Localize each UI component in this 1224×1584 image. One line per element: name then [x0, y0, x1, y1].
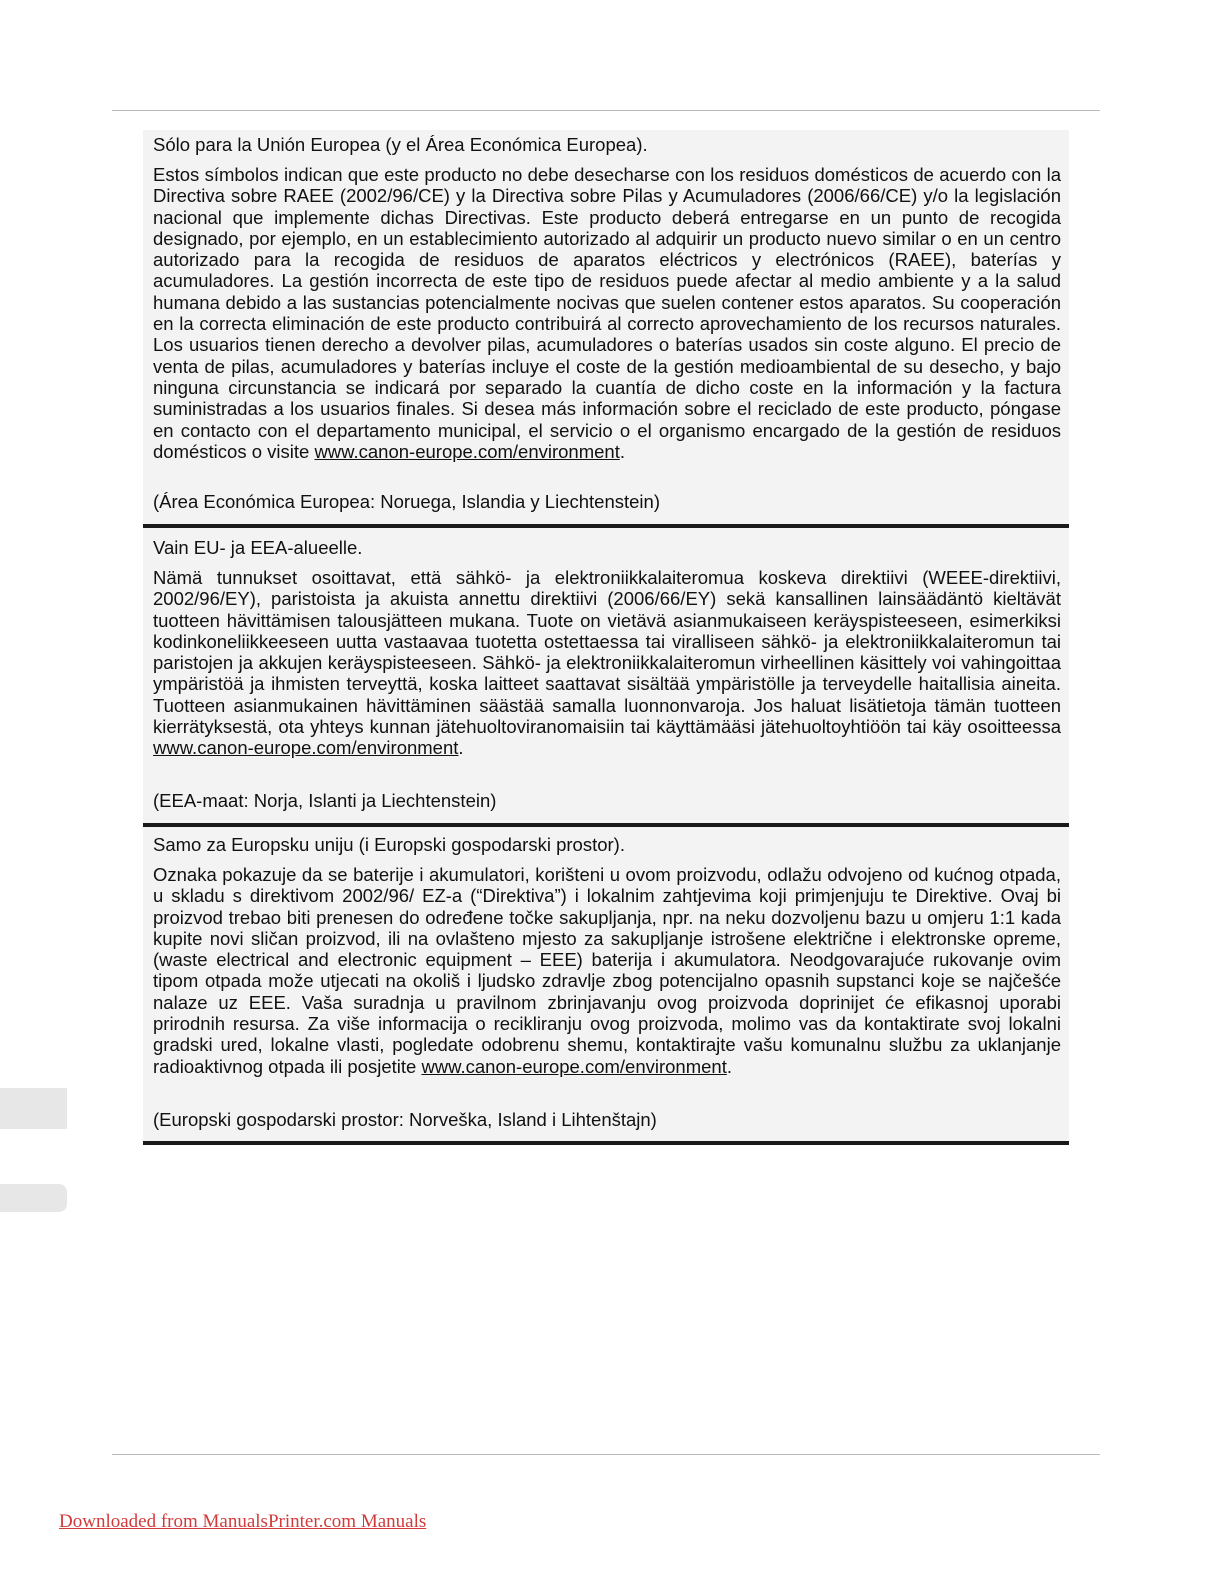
section-body: [153, 864, 1061, 1077]
environment-link[interactable]: www.canon-europe.com/environment: [314, 440, 620, 462]
section-body: [153, 164, 1061, 462]
body-text: Estos símbolos indican que este producto no debe desecharse con los residuos domésticos de acuerdo con la Directiva sobre RAEE (2002/96/CE) y la Directiva sobre Pilas y Acumuladores (2006/66/CE) y/o la legislación nacional que implemente dichas Directivas. Este producto deberá entregarse en un punto de recogida designado, por ejemplo, en un establecimiento autorizado al adquirir un producto nuevo similar o en un centro autorizado para la recogida de residuos de aparatos eléctricos y electrónicos (RAEE), baterías y acumuladores. La gestión incorrecta de este tipo de residuos puede afectar al medio ambiente y a la salud humana debido a las sustancias potencialmente nocivas que suelen contener estos aparatos. Su cooperación en la correcta eliminación de este producto contribuirá al correcto aprovechamiento de los recursos naturales. Los usuarios tienen derecho a devolver pilas, acumuladores o baterías usados sin coste alguno. El precio de venta de pilas, acumuladores y baterías incluye el coste de la gestión medioambiental de su desecho, y bajo ninguna circunstancia se indicará por separado la cuantía de dicho coste en la información y la factura suministradas a los usuarios finales. Si desea más información sobre el reciclado de este producto, póngase en contacto con el departamento municipal, el servicio o el organismo encargado de la gestión de residuos domésticos o visite: [153, 164, 1061, 462]
section-note: (Europski gospodarski prostor: Norveška, Island i Lihtenštajn): [153, 1109, 657, 1130]
section-note: (EEA-maat: Norja, Islanti ja Liechtenstein): [153, 790, 497, 811]
link-period: .: [619, 440, 625, 462]
section-heading: Vain EU- ja EEA-alueelle.: [153, 537, 363, 558]
section-body: [153, 567, 1061, 759]
side-index-tab: [0, 1088, 67, 1129]
bottom-rule: [112, 1454, 1100, 1455]
environment-link[interactable]: www.canon-europe.com/environment: [153, 737, 459, 759]
download-source-link[interactable]: Downloaded from ManualsPrinter.com Manuals: [59, 1511, 427, 1532]
link-period: .: [726, 1055, 732, 1077]
section-heading: Samo za Europsku uniju (i Europski gospodarski prostor).: [153, 834, 625, 855]
section-finnish: [143, 528, 1069, 827]
body-text: Nämä tunnukset osoittavat, että sähkö- ja elektroniikkalaiteromua koskeva direktiivi (WEEE-direktiivi, 2002/96/EY), paristoista ja akuista annettu direktiivi (2006/66/EY) sekä kansallinen lainsäädäntö kieltävät tuotteen hävittämisen talousjätteen mukana. Tuote on vietävä asianmukaiseen keräyspisteeseen, esimerkiksi kodinkoneliikkeeseen uutta vastaavaa tuotetta ostettaessa tai viralliseen sähkö- ja elektroniikkalaiteromun tai paristojen ja akkujen keräyspisteeseen. Sähkö- ja elektroniikkalaiteromun virheellinen käsittely voi vahingoittaa ympäristöä ja ihmisten terveyttä, koska laitteet saattavat sisältää ympäristölle ja terveydelle haitallisia aineita. Tuotteen asianmukainen hävittäminen säästää samalla luonnonvaroja. Jos haluat lisätietoja tämän tuotteen kierrätyksestä, ota yhteys kunnan jätehuoltoviranomaisiin tai käyttämääsi jätehuoltoyhtiöön tai käy osoitteessa: [153, 567, 1061, 738]
link-period: .: [458, 737, 464, 759]
section-separator: [143, 1141, 1069, 1145]
top-rule: [112, 110, 1100, 111]
section-spanish: [143, 130, 1069, 528]
section-heading: Sólo para la Unión Europea (y el Área Económica Europea).: [153, 134, 648, 155]
side-index-tab: [0, 1184, 67, 1212]
environment-link[interactable]: www.canon-europe.com/environment: [421, 1055, 727, 1077]
section-croatian: [143, 827, 1069, 1145]
section-note: (Área Económica Europea: Noruega, Islandia y Liechtenstein): [153, 491, 660, 512]
body-text: Oznaka pokazuje da se baterije i akumulatori, korišteni u ovom proizvodu, odlažu odvojeno od kućnog otpada, u skladu s direktivom 2002/96/ EZ-a (“Direktiva”) i lokalnim zahtjevima koji primjenjuju te Direktive. Ovaj bi proizvod trebao biti prenesen do određene točke sakupljanja, npr. na neku dozvoljenu bazu u omjeru 1:1 kada kupite novi sličan proizvod, ili na ovlašteno mjesto za sakupljanje istrošene električne i elektronske opreme, (waste electrical and electronic equipment – EEE) baterija i akumulatora. Neodgovarajuće rukovanje ovim tipom otpada može utjecati na okoliš i ljudsko zdravlje zbog potencijalno opasnih supstanci koje se najčešće nalaze uz EEE. Vaša suradnja u pravilnom zbrinjavanju ovog proizvoda doprinijet će efikasnoj uporabi prirodnih resursa. Za više informacija o recikliranju ovog proizvoda, molimo vas da kontaktirate svoj lokalni gradski ured, lokalne vlasti, pogledate odobrenu shemu, kontaktirajte vašu komunalnu službu za uklanjanje radioaktivnog otpada ili posjetite: [153, 864, 1061, 1077]
